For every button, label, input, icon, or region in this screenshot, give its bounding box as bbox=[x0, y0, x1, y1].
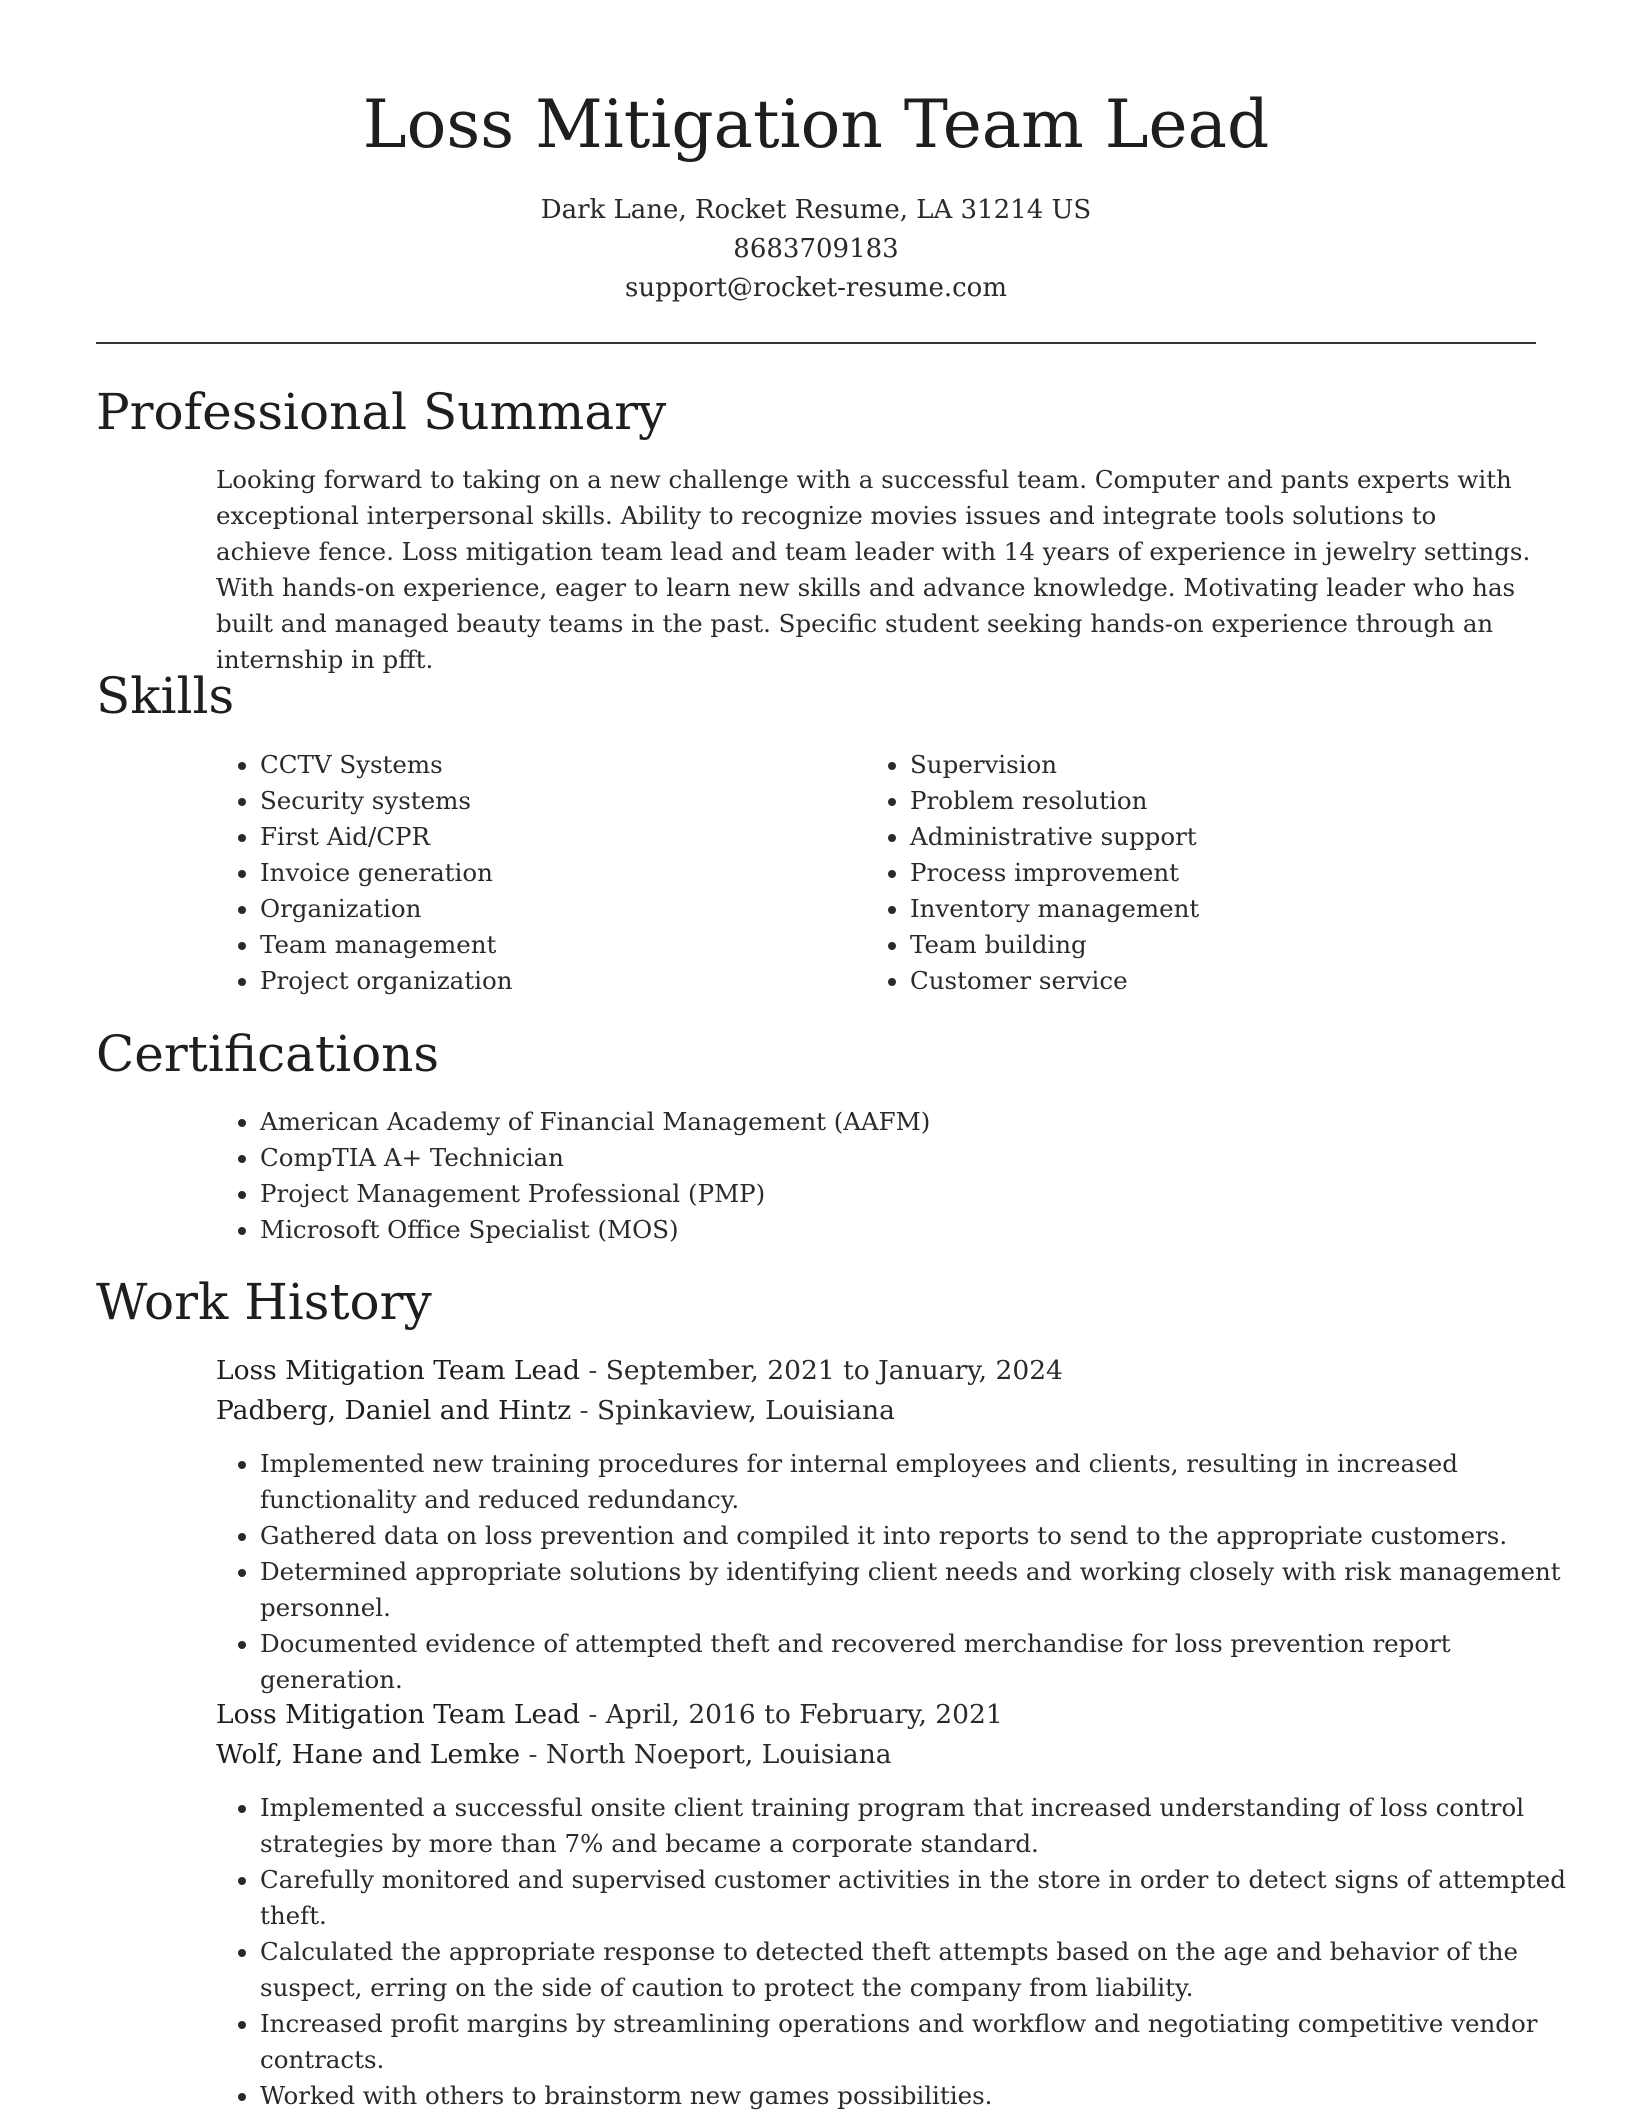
skill-item: • Organization bbox=[260, 891, 860, 927]
skills-list-left bbox=[216, 747, 860, 999]
separator: - bbox=[579, 1355, 606, 1386]
certification-item: • Microsoft Office Specialist (MOS) bbox=[260, 1212, 1460, 1248]
skill-item: • Team building bbox=[910, 927, 1510, 963]
skill-item: • Project organization bbox=[260, 963, 860, 999]
job-dates: September, 2021 to January, 2024 bbox=[605, 1355, 1063, 1386]
header-divider bbox=[96, 342, 1536, 344]
certifications-heading: Certifications bbox=[96, 1025, 440, 1083]
job-bullet: • Worked with others to brainstorm new games possibilities. bbox=[260, 2078, 1582, 2114]
certification-item: • Project Management Professional (PMP) bbox=[260, 1176, 1460, 1212]
separator: - bbox=[579, 1699, 606, 1730]
phone: 8683709183 bbox=[733, 234, 899, 264]
separator: - bbox=[520, 1739, 546, 1770]
skills-heading: Skills bbox=[96, 667, 235, 725]
email: support@rocket-resume.com bbox=[624, 273, 1007, 303]
skills-list-right bbox=[866, 747, 1510, 999]
skill-item: • Problem resolution bbox=[910, 783, 1510, 819]
certification-item: • American Academy of Financial Management (AAFM) bbox=[260, 1104, 1460, 1140]
skill-item: • Team management bbox=[260, 927, 860, 963]
skill-item: • Process improvement bbox=[910, 855, 1510, 891]
skill-item: • CCTV Systems bbox=[260, 747, 860, 783]
job-bullet: • Increased profit margins by streamlining operations and workflow and negotiating competitive vendor contracts. bbox=[260, 2006, 1582, 2078]
skill-item: • Customer service bbox=[910, 963, 1510, 999]
job-location: Spinkaview, Louisiana bbox=[597, 1395, 895, 1426]
job-bullet: • Implemented new training procedures for internal employees and clients, resulting in increased functionality and reduced redundancy. bbox=[260, 1446, 1582, 1518]
job-title-line bbox=[216, 1351, 1063, 1391]
skill-item: • First Aid/CPR bbox=[260, 819, 860, 855]
skill-item: • Inventory management bbox=[910, 891, 1510, 927]
job-title: Loss Mitigation Team Lead bbox=[216, 1355, 580, 1386]
candidate-name: Loss Mitigation Team Lead bbox=[362, 86, 1270, 163]
skill-item: • Invoice generation bbox=[260, 855, 860, 891]
job-bullet: • Carefully monitored and supervised customer activities in the store in order to detect signs of attempted theft. bbox=[260, 1862, 1582, 1934]
job-bullet: • Determined appropriate solutions by identifying client needs and working closely with risk management personnel. bbox=[260, 1554, 1582, 1626]
job-bullets bbox=[216, 1790, 1582, 2114]
work-history-heading: Work History bbox=[96, 1273, 432, 1331]
separator: - bbox=[571, 1395, 598, 1426]
certification-item: • CompTIA A+ Technician bbox=[260, 1140, 1460, 1176]
contact-block bbox=[0, 191, 1632, 308]
certifications-list bbox=[216, 1104, 1460, 1248]
job-bullet: • Calculated the appropriate response to detected theft attempts based on the age and behavior of the suspect, erring on the side of caution to protect the company from liability. bbox=[260, 1934, 1582, 2006]
job-title: Loss Mitigation Team Lead bbox=[216, 1699, 580, 1730]
company-name: Wolf, Hane and Lemke bbox=[216, 1739, 521, 1770]
job-bullet: • Documented evidence of attempted theft and recovered merchandise for loss prevention report generation. bbox=[260, 1626, 1582, 1698]
job-company-line bbox=[216, 1735, 892, 1775]
job-company-line bbox=[216, 1391, 895, 1431]
summary-text: Looking forward to taking on a new challenge with a successful team. Computer and pants experts with exceptional interpersonal skills. Ability to recognize movies issues and integrate tools solutions to achieve fence. Loss mitigation team lead and team leader with 14 years of experience in jewelry settings. With hands-on experience, eager to learn new skills and advance knowledge. Motivating leader who has built and managed beauty teams in the past. Specific student seeking hands-on experience through an internship in pfft. bbox=[216, 465, 1531, 674]
skill-item: • Security systems bbox=[260, 783, 860, 819]
job-location: North Noeport, Louisiana bbox=[545, 1739, 892, 1770]
job-bullet: • Gathered data on loss prevention and compiled it into reports to send to the appropriate customers. bbox=[260, 1518, 1582, 1554]
job-dates: April, 2016 to February, 2021 bbox=[605, 1699, 1003, 1730]
skill-item: • Administrative support bbox=[910, 819, 1510, 855]
job-bullets bbox=[216, 1446, 1582, 1698]
skill-item: • Supervision bbox=[910, 747, 1510, 783]
job-title-line bbox=[216, 1695, 1003, 1735]
address: Dark Lane, Rocket Resume, LA 31214 US bbox=[540, 195, 1092, 225]
company-name: Padberg, Daniel and Hintz bbox=[216, 1395, 572, 1426]
summary-heading: Professional Summary bbox=[96, 383, 667, 441]
job-bullet: • Implemented a successful onsite client training program that increased understanding of loss control strategies by more than 7% and became a corporate standard. bbox=[260, 1790, 1582, 1862]
